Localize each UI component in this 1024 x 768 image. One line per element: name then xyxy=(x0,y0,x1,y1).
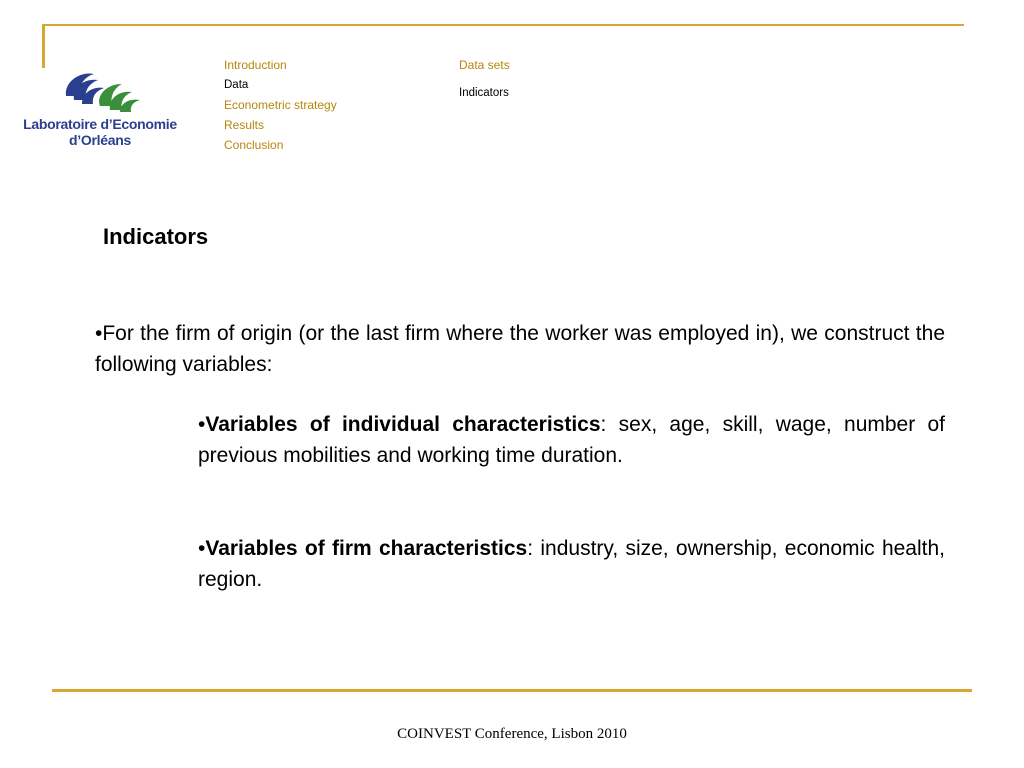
bullet-heading: Variables of firm characteristics xyxy=(205,537,528,560)
logo-text-line1: Laboratoire d’Economie xyxy=(23,116,177,132)
bullet-text: : sex, age, skill, wage, number of previous mobilities and working time duration. xyxy=(198,413,946,467)
nav-item-introduction[interactable]: Introduction xyxy=(224,58,287,72)
left-rule xyxy=(42,24,45,68)
section-nav xyxy=(224,55,337,155)
nav-item-data[interactable]: Data xyxy=(224,79,249,91)
logo-text-line2: d’Orléans xyxy=(69,132,131,148)
subsection-nav xyxy=(459,55,510,103)
bullet-individual-characteristics xyxy=(198,409,945,471)
paragraph-intro: •For the firm of origin (or the last firm where the worker was employed in), we construct the following variables: xyxy=(95,322,945,376)
logo-text xyxy=(16,116,184,148)
nav-item-indicators[interactable]: Indicators xyxy=(459,87,509,99)
nav-item-results[interactable]: Results xyxy=(224,118,265,132)
footer xyxy=(0,726,1024,743)
footer-text: COINVEST Conference, Lisbon 2010 xyxy=(397,726,627,742)
bullet-marker: • xyxy=(198,413,206,436)
slide-title: Indicators xyxy=(103,224,209,249)
logo-swirl-icon xyxy=(56,66,146,116)
lab-logo xyxy=(16,66,184,152)
top-rule xyxy=(42,24,964,26)
nav-item-econometric-strategy[interactable]: Econometric strategy xyxy=(224,98,337,112)
bottom-rule xyxy=(52,689,972,692)
nav-item-data-sets[interactable]: Data sets xyxy=(459,58,510,72)
bullet-text: : industry, size, ownership, economic health, region. xyxy=(198,537,945,591)
bullet-firm-characteristics xyxy=(198,533,945,595)
nav-item-conclusion[interactable]: Conclusion xyxy=(224,138,284,152)
bullet-marker: • xyxy=(198,537,206,560)
bullet-heading: Variables of individual characteristics xyxy=(205,413,601,436)
